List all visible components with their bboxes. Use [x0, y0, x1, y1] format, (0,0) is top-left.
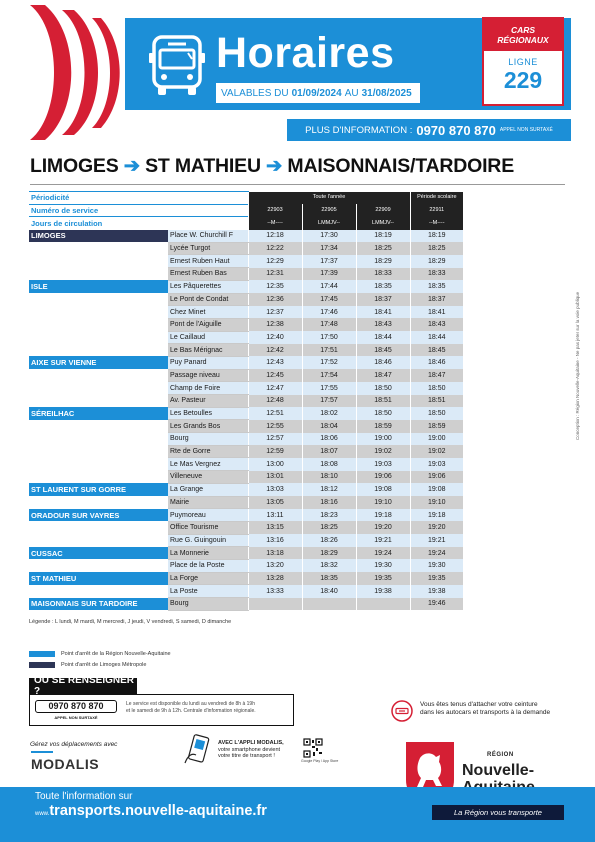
stop-name: Puy Panard [168, 356, 248, 369]
departure-time: 17:48 [302, 318, 356, 331]
route-title [30, 154, 514, 178]
table-row [29, 382, 463, 395]
stop-name: Lycée Turgot [168, 242, 248, 255]
validity-dates [216, 83, 420, 103]
departure-time: 18:25 [302, 521, 356, 534]
departure-time: 13:33 [248, 585, 302, 598]
table-row [29, 420, 463, 433]
departure-time: 18:37 [356, 293, 410, 306]
departure-time: 18:46 [410, 356, 463, 369]
side-credits: Conception : Région Nouvelle-Aquitaine - Ne pas jeter sur la voie publique [575, 291, 580, 440]
commune-cell: ORADOUR SUR VAYRES [29, 509, 168, 522]
departure-time: 12:57 [248, 433, 302, 446]
departure-time: 19:46 [410, 598, 463, 611]
stop-name: Place de la Poste [168, 559, 248, 572]
qr-code-icon[interactable] [303, 738, 323, 758]
region-tagline: La Région vous transporte [432, 805, 564, 820]
table-row [29, 242, 463, 255]
table-row [29, 306, 463, 319]
departure-time: 13:28 [248, 572, 302, 585]
stop-name: Le Mas Vergnez [168, 458, 248, 471]
seatbelt-line: Vous êtes tenus d'attacher votre ceinture [420, 701, 538, 708]
days-legend: Légende : L lundi, M mardi, M mercredi, J jeudi, V vendredi, S samedi, D dimanche [29, 619, 232, 625]
departure-time: 18:46 [356, 356, 410, 369]
timetable-body [29, 192, 463, 611]
departure-time: 17:52 [302, 356, 356, 369]
stop-name: Bourg [168, 598, 248, 611]
app-store-badges[interactable]: Google Play / App Store [301, 759, 339, 763]
departure-time: 12:35 [248, 280, 302, 293]
validity-mid: AU [344, 87, 359, 99]
departure-time: 18:08 [302, 458, 356, 471]
ligne-label: LIGNE [508, 57, 538, 67]
table-row [29, 255, 463, 268]
cars-line2: RÉGIONAUX [497, 35, 549, 45]
table-row [29, 230, 463, 243]
departure-time: 19:10 [410, 496, 463, 509]
footer-url: transports.nouvelle-aquitaine.fr [49, 803, 267, 819]
departure-time: 12:22 [248, 242, 302, 255]
departure-time: 12:59 [248, 445, 302, 458]
departure-time [248, 598, 302, 611]
table-row [29, 356, 463, 369]
commune-cell [29, 521, 168, 534]
commune-cell [29, 585, 168, 598]
departure-time [356, 598, 410, 611]
stop-name: Bourg [168, 433, 248, 446]
stop-name: Pont de l'Aiguille [168, 318, 248, 331]
bus-icon [148, 33, 206, 99]
departure-time: 13:16 [248, 534, 302, 547]
commune-cell: AIXE SUR VIENNE [29, 356, 168, 369]
departure-time: 18:47 [356, 369, 410, 382]
departure-time: 18:16 [302, 496, 356, 509]
departure-time: 18:35 [356, 280, 410, 293]
departure-time: 18:29 [410, 255, 463, 268]
validity-prefix: VALABLES DU [221, 87, 289, 99]
service-number: 22905 [302, 204, 356, 217]
departure-time: 19:21 [356, 534, 410, 547]
stop-name: Rte de Gorre [168, 445, 248, 458]
service-days: LMMJV-- [356, 217, 410, 230]
table-row [29, 496, 463, 509]
seatbelt-icon [391, 700, 413, 722]
departure-time: 18:19 [356, 230, 410, 243]
footer-url-prefix: www. [35, 811, 50, 817]
contact-text-line: Le service est disponible du lundi au vendredi de 8h à 19h [126, 701, 255, 707]
contact-text-line: et le samedi de 9h à 12h. Centrale d'information régionale. [126, 707, 256, 714]
departure-time: 17:50 [302, 331, 356, 344]
departure-time: 18:35 [410, 280, 463, 293]
commune-cell [29, 382, 168, 395]
departure-time: 19:08 [356, 483, 410, 496]
departure-time: 13:01 [248, 471, 302, 484]
service-days: --M---- [410, 217, 463, 230]
stop-name: Le Pont de Condat [168, 293, 248, 306]
departure-time: 18:43 [356, 318, 410, 331]
footer-website-link[interactable] [35, 803, 267, 819]
table-row [29, 268, 463, 281]
departure-time: 19:10 [356, 496, 410, 509]
departure-time: 19:03 [410, 458, 463, 471]
departure-time: 18:33 [356, 268, 410, 281]
footer-lead: Toute l'information sur [35, 791, 133, 802]
cars-line1: CARS [510, 25, 536, 35]
departure-time: 18:59 [410, 420, 463, 433]
stop-name: Les Pâquerettes [168, 280, 248, 293]
table-row [29, 534, 463, 547]
route-via: ST MATHIEU [145, 155, 261, 177]
contact-phone[interactable]: 0970 870 870 [35, 700, 117, 713]
departure-time: 13:20 [248, 559, 302, 572]
table-row [29, 471, 463, 484]
departure-time: 12:31 [248, 268, 302, 281]
legend-swatch-blue [29, 651, 55, 657]
departure-time: 18:50 [410, 382, 463, 395]
departure-time: 18:50 [410, 407, 463, 420]
stop-name: Rue G. Guingouin [168, 534, 248, 547]
table-row [29, 407, 463, 420]
commune-cell [29, 534, 168, 547]
departure-time: 18:10 [302, 471, 356, 484]
stop-name: Place W. Churchill F [168, 230, 248, 243]
departure-time: 18:25 [356, 242, 410, 255]
seatbelt-notice [420, 701, 550, 717]
service-days: --M---- [248, 217, 302, 230]
departure-time: 13:11 [248, 509, 302, 522]
departure-time: 19:24 [410, 547, 463, 560]
departure-time: 18:19 [410, 230, 463, 243]
table-row [29, 598, 463, 611]
info-phone[interactable]: 0970 870 870 [416, 122, 496, 138]
departure-time: 19:38 [410, 585, 463, 598]
commune-cell [29, 395, 168, 408]
stop-name: Le Caillaud [168, 331, 248, 344]
commune-cell [29, 420, 168, 433]
commune-cell [29, 268, 168, 281]
table-row [29, 572, 463, 585]
ligne-number: 229 [503, 67, 543, 93]
modalis-caption: Gérez vos déplacements avec [30, 741, 118, 748]
departure-time: 17:55 [302, 382, 356, 395]
periodicity-row [29, 192, 463, 205]
departure-time: 12:18 [248, 230, 302, 243]
arrow-right-icon: ➔ [123, 155, 140, 177]
stop-name: Le Bas Mérignac [168, 344, 248, 357]
departure-time: 12:55 [248, 420, 302, 433]
stop-name: Puymoreau [168, 509, 248, 522]
departure-time: 18:51 [410, 395, 463, 408]
departure-time: 19:02 [410, 445, 463, 458]
departure-time: 18:45 [356, 344, 410, 357]
departure-time: 19:30 [356, 559, 410, 572]
smartphone-ticket-icon [182, 733, 216, 767]
commune-cell: ST LAURENT SUR GORRE [29, 483, 168, 496]
table-row [29, 369, 463, 382]
legend-label: Point d'arrêt de Limoges Métropole [61, 661, 147, 668]
stop-name: Villeneuve [168, 471, 248, 484]
commune-cell [29, 458, 168, 471]
modalis-logo: MODALIS [31, 756, 100, 772]
days-label: Jours de circulation [29, 217, 248, 230]
departure-time: 13:05 [248, 496, 302, 509]
departure-time [302, 598, 356, 611]
table-row [29, 445, 463, 458]
departure-time: 17:51 [302, 344, 356, 357]
stop-name: Les Betoulles [168, 407, 248, 420]
stop-name: Les Grands Bos [168, 420, 248, 433]
departure-time: 19:02 [356, 445, 410, 458]
table-row [29, 559, 463, 572]
departure-time: 18:51 [356, 395, 410, 408]
table-row [29, 585, 463, 598]
header [0, 0, 595, 146]
periodicity-school: Période scolaire [410, 192, 463, 205]
departure-time: 17:39 [302, 268, 356, 281]
departure-time: 18:12 [302, 483, 356, 496]
commune-cell [29, 293, 168, 306]
contact-box [29, 694, 294, 726]
departure-time: 18:50 [356, 382, 410, 395]
info-bar [287, 119, 571, 141]
departure-time: 12:47 [248, 382, 302, 395]
departure-time: 19:06 [410, 471, 463, 484]
departure-time: 18:06 [302, 433, 356, 446]
departure-time: 18:41 [356, 306, 410, 319]
days-row [29, 217, 463, 230]
departure-time: 19:35 [356, 572, 410, 585]
departure-time: 19:00 [356, 433, 410, 446]
departure-time: 12:45 [248, 369, 302, 382]
periodicity-all-year: Toute l'année [248, 192, 410, 205]
region-word: RÉGION [487, 752, 514, 758]
departure-time: 18:26 [302, 534, 356, 547]
departure-time: 19:21 [410, 534, 463, 547]
departure-time: 19:06 [356, 471, 410, 484]
commune-cell [29, 344, 168, 357]
departure-time: 18:44 [356, 331, 410, 344]
app-promo-line: votre smartphone devient [218, 746, 281, 753]
cars-regionaux-label [484, 19, 562, 51]
departure-time: 18:35 [302, 572, 356, 585]
departure-time: 19:18 [410, 509, 463, 522]
departure-time: 18:41 [410, 306, 463, 319]
departure-time: 19:20 [410, 521, 463, 534]
commune-cell: LIMOGES [29, 230, 168, 243]
page-title: Horaires [216, 29, 395, 77]
departure-time: 19:00 [410, 433, 463, 446]
line-badge [482, 17, 564, 106]
departure-time: 18:50 [356, 407, 410, 420]
departure-time: 18:45 [410, 344, 463, 357]
stop-name: Ernest Ruben Haut [168, 255, 248, 268]
stop-name: La Forge [168, 572, 248, 585]
departure-time: 17:44 [302, 280, 356, 293]
periodicity-label: Périodicité [29, 192, 248, 205]
departure-time: 12:48 [248, 395, 302, 408]
table-row [29, 395, 463, 408]
departure-time: 18:59 [356, 420, 410, 433]
departure-time: 18:43 [410, 318, 463, 331]
departure-time: 19:18 [356, 509, 410, 522]
stop-name: Av. Pasteur [168, 395, 248, 408]
departure-time: 18:44 [410, 331, 463, 344]
departure-time: 19:20 [356, 521, 410, 534]
departure-time: 18:07 [302, 445, 356, 458]
legend-label: Point d'arrêt de la Région Nouvelle-Aquitaine [61, 650, 171, 657]
commune-cell [29, 471, 168, 484]
seatbelt-line: dans les autocars et transports à la demande [420, 709, 551, 716]
departure-time: 19:38 [356, 585, 410, 598]
departure-time: 17:30 [302, 230, 356, 243]
legend [29, 648, 171, 670]
stop-name: La Poste [168, 585, 248, 598]
commune-cell [29, 559, 168, 572]
table-row [29, 293, 463, 306]
departure-time: 18:32 [302, 559, 356, 572]
commune-cell [29, 318, 168, 331]
legend-item [29, 659, 171, 670]
departure-time: 19:24 [356, 547, 410, 560]
table-row [29, 433, 463, 446]
departure-time: 18:02 [302, 407, 356, 420]
departure-time: 13:18 [248, 547, 302, 560]
commune-cell [29, 369, 168, 382]
divider [30, 184, 565, 185]
departure-time: 12:51 [248, 407, 302, 420]
departure-time: 12:42 [248, 344, 302, 357]
route-origin: LIMOGES [30, 155, 119, 177]
commune-cell [29, 255, 168, 268]
commune-cell: SÉREILHAC [29, 407, 168, 420]
arrow-right-icon: ➔ [266, 155, 283, 177]
table-row [29, 331, 463, 344]
departure-time: 17:34 [302, 242, 356, 255]
info-label: PLUS D'INFORMATION : [305, 124, 413, 136]
stop-name: Champ de Foire [168, 382, 248, 395]
table-row [29, 521, 463, 534]
table-row [29, 280, 463, 293]
service-number-row [29, 204, 463, 217]
commune-cell: ST MATHIEU [29, 572, 168, 585]
departure-time: 17:54 [302, 369, 356, 382]
departure-time: 12:29 [248, 255, 302, 268]
stop-name: Mairie [168, 496, 248, 509]
departure-time: 18:23 [302, 509, 356, 522]
departure-time: 19:35 [410, 572, 463, 585]
departure-time: 13:00 [248, 458, 302, 471]
departure-time: 17:57 [302, 395, 356, 408]
stop-name: Ernest Ruben Bas [168, 268, 248, 281]
service-days: LMMJV-- [302, 217, 356, 230]
legend-swatch-navy [29, 662, 55, 668]
departure-time: 12:36 [248, 293, 302, 306]
where-to-inquire-heading: OÙ SE RENSEIGNER ? [29, 678, 137, 694]
departure-time: 19:30 [410, 559, 463, 572]
departure-time: 13:03 [248, 483, 302, 496]
departure-time: 17:46 [302, 306, 356, 319]
commune-cell [29, 496, 168, 509]
commune-cell [29, 331, 168, 344]
departure-time: 12:38 [248, 318, 302, 331]
timetable [29, 191, 463, 611]
app-promo [218, 740, 284, 760]
service-number: 22911 [410, 204, 463, 217]
departure-time: 12:37 [248, 306, 302, 319]
departure-time: 18:04 [302, 420, 356, 433]
stop-name: La Grange [168, 483, 248, 496]
stop-name: Chez Minet [168, 306, 248, 319]
table-row [29, 344, 463, 357]
legend-item [29, 648, 171, 659]
validity-date-to: 31/08/2025 [361, 87, 412, 99]
commune-cell: CUSSAC [29, 547, 168, 560]
commune-cell [29, 242, 168, 255]
info-note: APPEL NON SURTAXÉ [499, 127, 553, 133]
stop-name: Passage niveau [168, 369, 248, 382]
departure-time: 12:40 [248, 331, 302, 344]
departure-time: 19:03 [356, 458, 410, 471]
stop-name: Office Tourisme [168, 521, 248, 534]
table-row [29, 483, 463, 496]
service-number-label: Numéro de service [29, 204, 248, 217]
departure-time: 18:25 [410, 242, 463, 255]
brand-swoosh [0, 0, 130, 146]
table-row [29, 509, 463, 522]
table-row [29, 547, 463, 560]
departure-time: 18:29 [356, 255, 410, 268]
table-row [29, 318, 463, 331]
contact-text [126, 701, 256, 714]
commune-cell [29, 433, 168, 446]
departure-time: 12:43 [248, 356, 302, 369]
departure-time: 13:15 [248, 521, 302, 534]
table-row [29, 458, 463, 471]
departure-time: 18:47 [410, 369, 463, 382]
departure-time: 18:37 [410, 293, 463, 306]
commune-cell [29, 445, 168, 458]
service-number: 22903 [248, 204, 302, 217]
departure-time: 17:45 [302, 293, 356, 306]
commune-cell [29, 306, 168, 319]
contact-phone-note: APPEL NON SURTAXÉ [54, 715, 98, 720]
commune-cell: ISLE [29, 280, 168, 293]
region-name-line: Nouvelle- [462, 762, 535, 779]
departure-time: 18:29 [302, 547, 356, 560]
departure-time: 18:33 [410, 268, 463, 281]
departure-time: 17:37 [302, 255, 356, 268]
validity-date-from: 01/09/2024 [291, 87, 342, 99]
departure-time: 18:40 [302, 585, 356, 598]
app-promo-line: votre titre de transport ! [218, 753, 275, 759]
service-number: 22909 [356, 204, 410, 217]
departure-time: 19:08 [410, 483, 463, 496]
app-promo-title: AVEC L'APPLI MODALIS, [218, 740, 284, 746]
route-destination: MAISONNAIS/TARDOIRE [287, 155, 514, 177]
stop-name: La Monnerie [168, 547, 248, 560]
commune-cell: MAISONNAIS SUR TARDOIRE [29, 598, 168, 611]
